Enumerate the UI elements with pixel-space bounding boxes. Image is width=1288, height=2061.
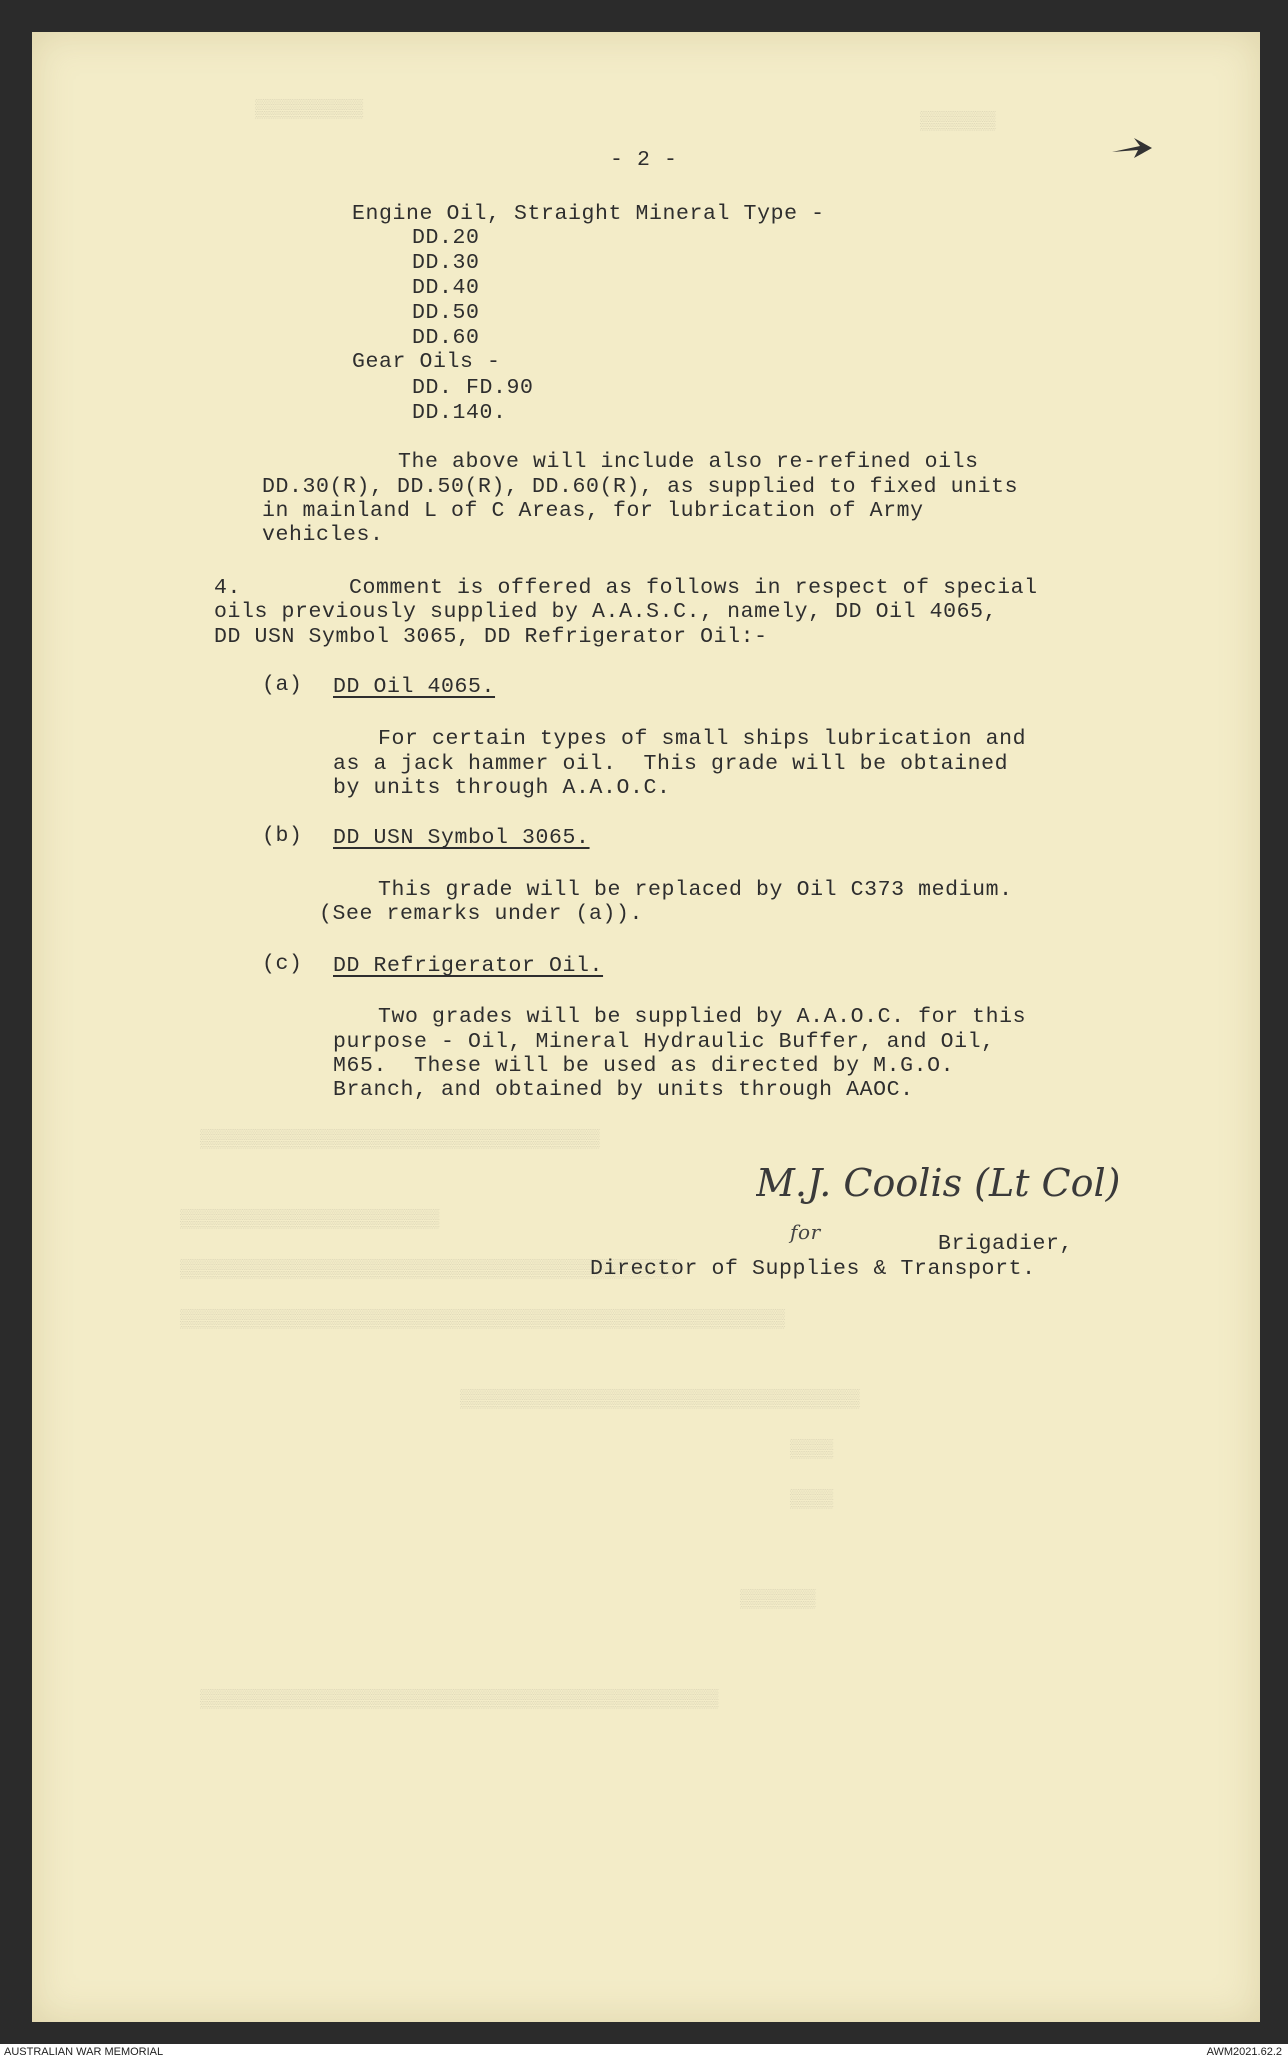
faint-bleed-text: ▒▒▒▒▒▒▒▒▒▒▒▒▒▒▒▒▒▒▒▒▒▒▒▒▒▒▒▒▒▒▒▒▒▒▒▒▒▒▒▒▒▒▒▒▒▒▒▒ — [200, 1690, 719, 1710]
item-c-label: (c) — [262, 952, 303, 976]
faint-bleed-text: ▒▒▒▒▒▒▒▒▒▒▒▒▒▒▒▒▒▒▒▒▒▒▒▒ — [180, 1210, 440, 1230]
signatory-title: Director of Supplies & Transport. — [590, 1257, 1036, 1281]
faint-bleed-text: ▒▒▒▒ — [790, 1440, 834, 1460]
page-number: - 2 - — [610, 148, 678, 172]
engine-grade: DD.50 — [412, 301, 480, 325]
engine-oil-heading: Engine Oil, Straight Mineral Type - — [352, 202, 825, 226]
gear-grade: DD. FD.90 — [412, 376, 534, 400]
item-a-label: (a) — [262, 673, 303, 697]
arrow-mark-icon — [1110, 132, 1154, 164]
handwritten-signature — [756, 1150, 1196, 1220]
faint-bleed-text: ▒▒▒▒▒▒▒ — [740, 1590, 816, 1610]
item-a-line: as a jack hammer oil. This grade will be obtained — [333, 752, 1009, 776]
item-c-line: Two grades will be supplied by A.A.O.C. for this — [378, 1005, 1027, 1029]
gear-grade: DD.140. — [412, 401, 507, 425]
signatory-rank: Brigadier, — [938, 1232, 1074, 1256]
faint-bleed-text: ▒▒▒▒▒▒▒▒▒▒▒▒▒▒▒▒▒▒▒▒▒▒▒▒▒▒▒▒▒▒▒▒▒▒▒▒▒▒▒▒▒▒▒▒▒▒ — [180, 1260, 677, 1280]
rerefined-para-line: in mainland L of C Areas, for lubrication of Army — [262, 499, 924, 523]
rerefined-para-line: vehicles. — [262, 523, 384, 547]
faint-bleed-text: ▒▒▒▒▒▒▒▒▒▒▒▒▒▒▒▒▒▒▒▒▒▒▒▒▒▒▒▒▒▒▒▒▒▒▒▒▒ — [200, 1130, 600, 1150]
faint-header-bleed-right: ▒▒▒▒▒▒▒ — [920, 112, 996, 132]
engine-grade: DD.20 — [412, 226, 480, 250]
para4-line: oils previously supplied by A.A.S.C., namely, DD Oil 4065, — [214, 600, 998, 624]
engine-grade: DD.60 — [412, 326, 480, 350]
faint-header-bleed: ▒▒▒▒▒▒▒▒▒▒ — [255, 100, 364, 120]
faint-bleed-text: ▒▒▒▒▒▒▒▒▒▒▒▒▒▒▒▒▒▒▒▒▒▒▒▒▒▒▒▒▒▒▒▒▒▒▒▒▒ — [460, 1390, 860, 1410]
rerefined-para-line: The above will include also re-refined oils — [398, 450, 979, 474]
footer-reference: AWM2021.62.2 — [1206, 2046, 1282, 2058]
rerefined-para-line: DD.30(R), DD.50(R), DD.60(R), as supplied to fixed units — [262, 475, 1019, 499]
item-b-line: (See remarks under (a)). — [319, 902, 644, 926]
item-a-line: For certain types of small ships lubrication and — [378, 727, 1027, 751]
engine-grade: DD.30 — [412, 251, 480, 275]
faint-bleed-text: ▒▒▒▒▒▒▒▒▒▒▒▒▒▒▒▒▒▒▒▒▒▒▒▒▒▒▒▒▒▒▒▒▒▒▒▒▒▒▒▒▒▒▒▒▒▒▒▒▒▒▒▒▒▒▒▒ — [180, 1310, 785, 1330]
faint-bleed-text: ▒▒▒▒ — [790, 1490, 834, 1510]
archive-footer — [0, 2044, 1288, 2061]
item-c-line: Branch, and obtained by units through AAOC. — [333, 1078, 914, 1102]
para4-line: 4. Comment is offered as follows in respect of special — [214, 576, 1038, 600]
engine-grade: DD.40 — [412, 276, 480, 300]
footer-archive-name: AUSTRALIAN WAR MEMORIAL — [4, 2046, 164, 2058]
item-c-line: M65. These will be used as directed by M.G.O. — [333, 1054, 955, 1078]
gear-oils-heading: Gear Oils - — [352, 350, 501, 374]
item-b-heading: DD USN Symbol 3065. — [333, 826, 590, 850]
svg-text:M.J. Coolis (Lt Col): M.J. Coolis (Lt Col) — [756, 1161, 1121, 1205]
for-mark: for — [790, 1220, 821, 1244]
item-a-heading: DD Oil 4065. — [333, 675, 496, 699]
item-c-line: purpose - Oil, Mineral Hydraulic Buffer, and Oil, — [333, 1030, 995, 1054]
item-b-label: (b) — [262, 824, 303, 848]
item-a-line: by units through A.A.O.C. — [333, 776, 671, 800]
para4-line: DD USN Symbol 3065, DD Refrigerator Oil:- — [214, 625, 768, 649]
item-c-heading: DD Refrigerator Oil. — [333, 954, 604, 978]
item-b-line: This grade will be replaced by Oil C373 medium. — [378, 878, 1013, 902]
